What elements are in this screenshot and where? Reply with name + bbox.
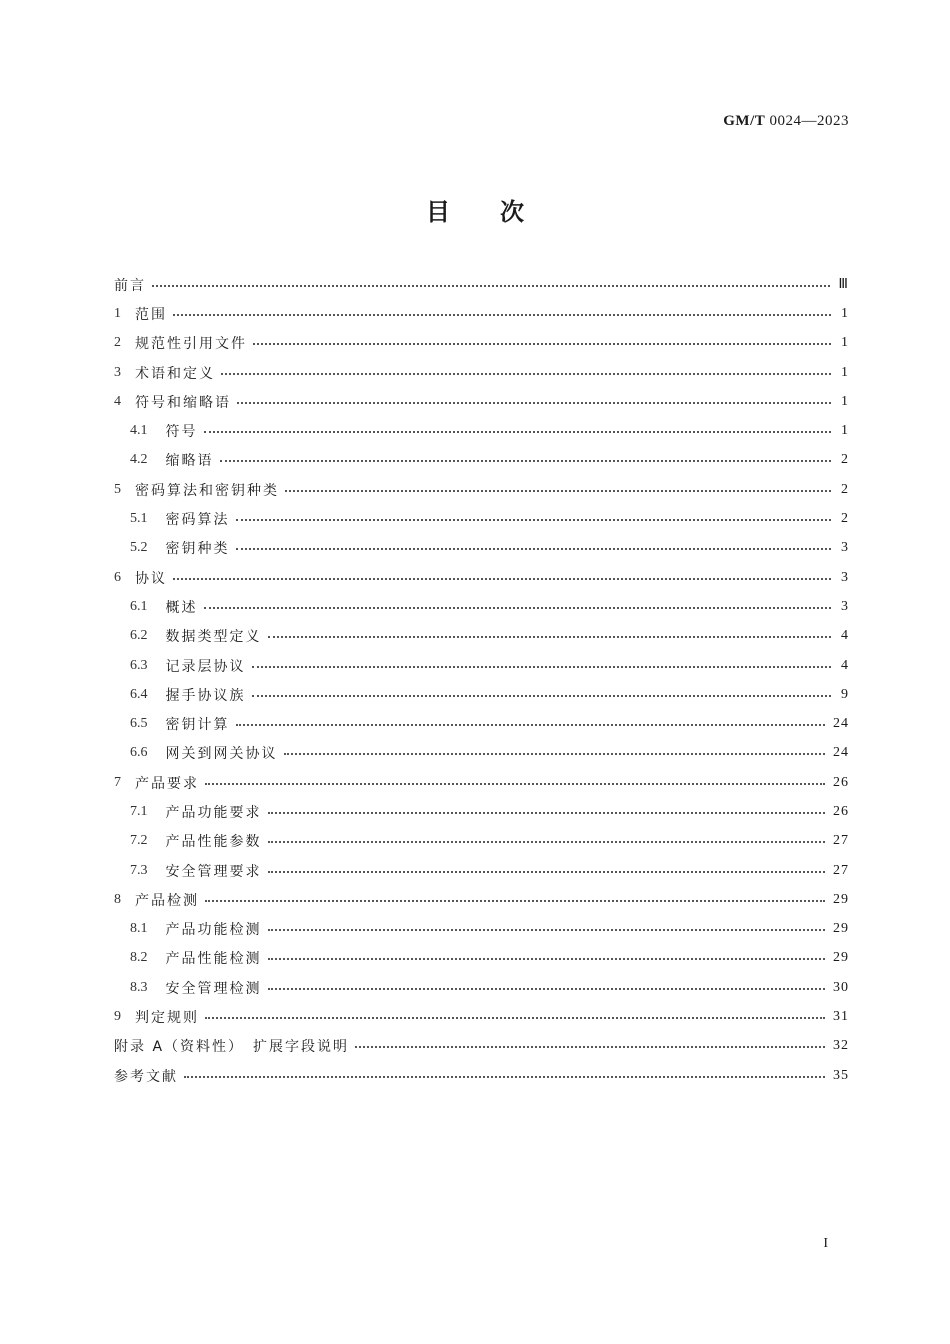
toc-entry-page: 32 <box>833 1038 849 1054</box>
toc-entry-number: 8.2 <box>130 950 148 966</box>
toc-entry[interactable] <box>114 827 849 856</box>
toc-entry[interactable] <box>114 885 849 914</box>
toc-entry-page: 29 <box>833 921 849 937</box>
toc-leader-dots <box>184 1076 825 1078</box>
toc-entry[interactable] <box>114 299 849 328</box>
toc-entry-page: 1 <box>841 423 849 439</box>
toc-entry-title: 密钥计算 <box>165 717 230 734</box>
toc-entry-number: 9 <box>114 1009 121 1025</box>
toc-leader-dots <box>268 812 826 814</box>
toc-entry-title: 符号 <box>165 424 198 441</box>
toc-entry-page: Ⅲ <box>838 277 849 293</box>
toc-entry[interactable] <box>114 622 849 651</box>
toc-leader-dots <box>152 285 830 287</box>
toc-entry-title: 密钥种类 <box>165 541 230 558</box>
toc-entry-number: 5.1 <box>130 511 148 527</box>
toc-entry-title: 记录层协议 <box>165 658 246 675</box>
toc-entry[interactable] <box>114 504 849 533</box>
toc-entry-page: 3 <box>841 569 849 585</box>
toc-leader-dots <box>221 373 831 375</box>
toc-entry[interactable] <box>114 592 849 621</box>
toc-entry-number: 6.1 <box>130 598 148 614</box>
toc-leader-dots <box>252 666 832 668</box>
toc-entry-page: 2 <box>841 481 849 497</box>
toc-entry-number: 2 <box>114 335 121 351</box>
toc-leader-dots <box>253 343 831 345</box>
toc-leader-dots <box>268 988 826 990</box>
toc-entry-page: 1 <box>841 305 849 321</box>
toc-entry-title: 网关到网关协议 <box>165 746 278 763</box>
toc-entry-title: 握手协议族 <box>165 687 246 704</box>
toc-entry-page: 2 <box>841 511 849 527</box>
toc-entry-number: 6.3 <box>130 657 148 673</box>
toc-entry[interactable] <box>114 768 849 797</box>
toc-entry-number: 4.2 <box>130 452 148 468</box>
toc-entry[interactable] <box>114 915 849 944</box>
toc-entry-page: 4 <box>841 657 849 673</box>
toc-entry-number: 7.2 <box>130 833 148 849</box>
toc-entry-page: 2 <box>841 452 849 468</box>
toc-entry-page: 3 <box>841 598 849 614</box>
toc-entry[interactable] <box>114 416 849 445</box>
toc-entry-page: 24 <box>833 745 849 761</box>
toc-entry[interactable] <box>114 270 849 299</box>
toc-entry-page: 9 <box>841 686 849 702</box>
toc-leader-dots <box>173 578 831 580</box>
toc-entry-title: 术语和定义 <box>135 365 215 382</box>
toc-entry-page: 1 <box>841 364 849 380</box>
toc-entry-page: 35 <box>833 1067 849 1083</box>
toc-entry-title: 缩略语 <box>165 453 214 470</box>
toc-entry-page: 26 <box>833 774 849 790</box>
toc-entry-number: 5.2 <box>130 540 148 556</box>
toc-entry-number: 6.6 <box>130 745 148 761</box>
toc-entry[interactable] <box>114 329 849 358</box>
toc-entry-title: 密码算法和密钥种类 <box>135 482 279 499</box>
toc-entry-page: 27 <box>833 833 849 849</box>
toc-entry-page: 1 <box>841 393 849 409</box>
toc-entry-title: 数据类型定义 <box>165 629 262 646</box>
toc-entry-title: 范围 <box>135 306 167 323</box>
toc-entry-number: 8.1 <box>130 921 148 937</box>
toc-leader-dots <box>355 1046 825 1048</box>
toc-leader-dots <box>236 519 832 521</box>
toc-leader-dots <box>204 607 832 609</box>
toc-entry[interactable] <box>114 1002 849 1031</box>
toc-entry-title: 规范性引用文件 <box>135 336 247 353</box>
toc-entry-title: 产品检测 <box>135 892 199 909</box>
toc-entry-number: 6 <box>114 569 121 585</box>
toc-leader-dots <box>173 314 831 316</box>
toc-entry-title: 协议 <box>135 570 167 587</box>
toc-entry[interactable] <box>114 856 849 885</box>
toc-entry[interactable] <box>114 944 849 973</box>
toc-entry[interactable] <box>114 1061 849 1090</box>
toc-entry-title: 符号和缩略语 <box>135 394 231 411</box>
toc-entry-title: 产品要求 <box>135 775 199 792</box>
toc-entry-title: 前言 <box>114 277 146 294</box>
toc-entry-number: 7 <box>114 774 121 790</box>
toc-entry-number: 6.2 <box>130 628 148 644</box>
toc-entry-title: 参考文献 <box>114 1068 178 1085</box>
toc-entry-number: 7.1 <box>130 803 148 819</box>
toc-entry-page: 29 <box>833 891 849 907</box>
toc-entry-title: 安全管理检测 <box>165 980 262 997</box>
toc-leader-dots <box>284 753 826 755</box>
toc-entry-title: 安全管理要求 <box>165 863 262 880</box>
toc-entry-number: 4.1 <box>130 423 148 439</box>
toc-entry-number: 5 <box>114 481 121 497</box>
toc-entry-page: 31 <box>833 1009 849 1025</box>
page-title: 目次 <box>426 198 574 226</box>
toc-entry[interactable] <box>114 651 849 680</box>
toc-leader-dots <box>268 929 826 931</box>
toc-entry-number: 1 <box>114 305 121 321</box>
toc-entry[interactable] <box>114 446 849 475</box>
toc-leader-dots <box>268 841 826 843</box>
toc-entry-number: 7.3 <box>130 862 148 878</box>
toc-entry-title: 产品性能参数 <box>165 834 262 851</box>
toc-leader-dots <box>285 490 831 492</box>
toc-entry-page: 26 <box>833 803 849 819</box>
toc-leader-dots <box>268 958 826 960</box>
toc-entry[interactable] <box>114 475 849 504</box>
toc-entry-title: 产品性能检测 <box>165 951 262 968</box>
toc-entry[interactable] <box>114 358 849 387</box>
toc-leader-dots <box>268 871 826 873</box>
toc-entry[interactable] <box>114 739 849 768</box>
standard-code <box>723 113 849 130</box>
toc-entry-number: 8 <box>114 891 121 907</box>
toc-entry-page: 27 <box>833 862 849 878</box>
toc-leader-dots <box>205 1017 825 1019</box>
toc-entry-number: 4 <box>114 393 121 409</box>
toc-entry-page: 1 <box>841 335 849 351</box>
toc-leader-dots <box>252 695 832 697</box>
toc-leader-dots <box>268 636 832 638</box>
toc-entry-title: 产品功能要求 <box>165 804 262 821</box>
toc-entry-number: 6.4 <box>130 686 148 702</box>
toc-entry[interactable] <box>114 563 849 592</box>
toc-entry[interactable] <box>114 973 849 1002</box>
toc-entry[interactable] <box>114 1032 849 1061</box>
toc-leader-dots <box>204 431 832 433</box>
toc-entry-number: 3 <box>114 364 121 380</box>
toc-entry-number: 8.3 <box>130 979 148 995</box>
toc-leader-dots <box>220 460 832 462</box>
toc-entry-page: 3 <box>841 540 849 556</box>
toc-entry[interactable] <box>114 680 849 709</box>
toc-entry[interactable] <box>114 709 849 738</box>
page-number: I <box>823 1236 828 1251</box>
toc-entry-page: 30 <box>833 979 849 995</box>
toc-entry-number: 6.5 <box>130 716 148 732</box>
toc-leader-dots <box>205 900 825 902</box>
toc-entry-title: 判定规则 <box>135 1010 199 1027</box>
toc-entry-page: 29 <box>833 950 849 966</box>
toc-entry[interactable] <box>114 387 849 416</box>
standard-code-number: 0024—2023 <box>769 113 849 129</box>
toc-entry-title: 概述 <box>165 599 198 616</box>
toc-entry-page: 24 <box>833 716 849 732</box>
toc-entry-title: 附录 A（资料性） 扩展字段说明 <box>114 1039 350 1056</box>
standard-code-prefix: GM/T <box>723 113 766 129</box>
table-of-contents <box>114 270 849 1090</box>
toc-leader-dots <box>236 548 832 550</box>
toc-entry-title: 密码算法 <box>165 512 230 529</box>
toc-entry[interactable] <box>114 797 849 826</box>
toc-entry-title: 产品功能检测 <box>165 922 262 939</box>
toc-entry[interactable] <box>114 534 849 563</box>
toc-leader-dots <box>205 783 825 785</box>
toc-leader-dots <box>236 724 826 726</box>
toc-entry-page: 4 <box>841 628 849 644</box>
toc-leader-dots <box>237 402 831 404</box>
